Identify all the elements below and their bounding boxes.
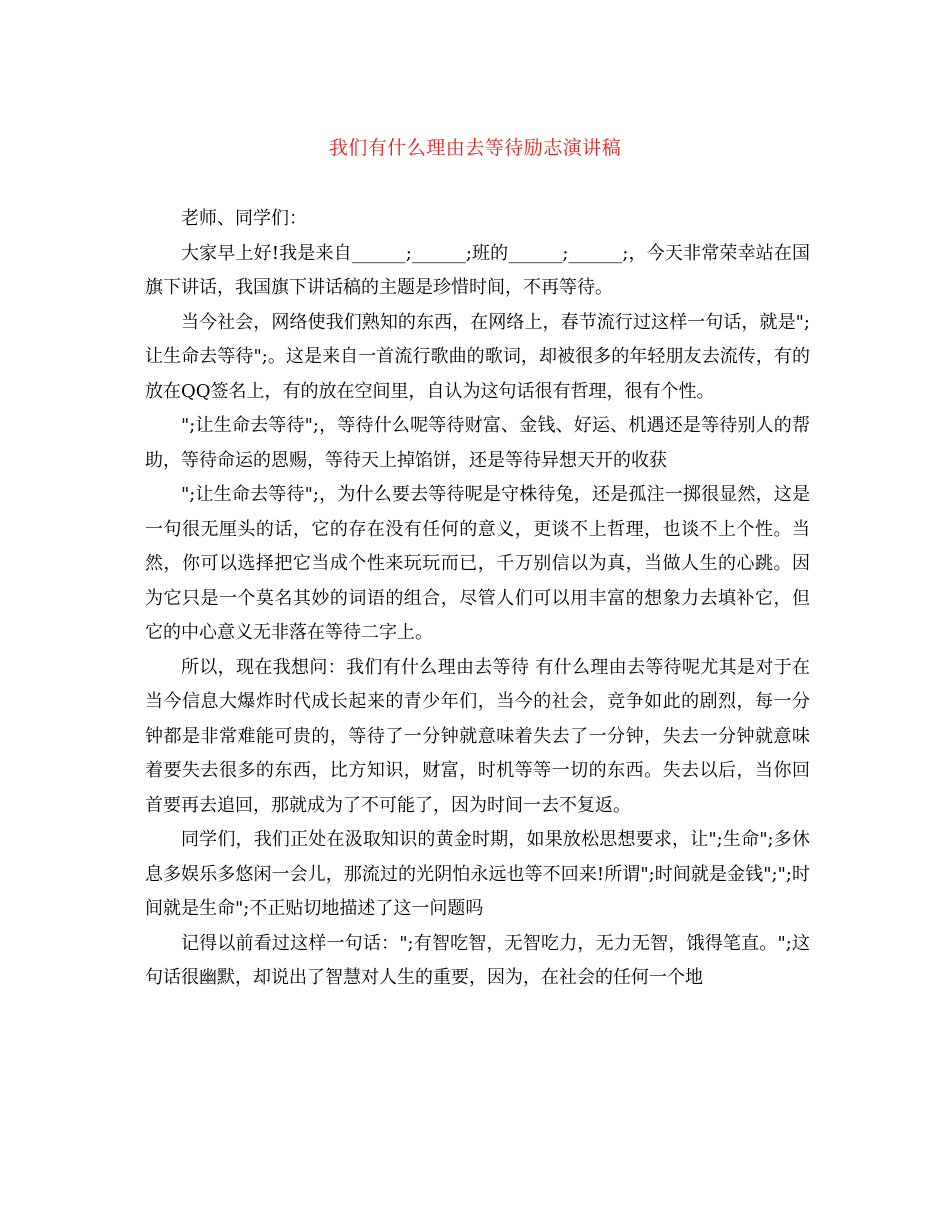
paragraph-intro: 大家早上好!我是来自______;______;班的______;______;，今天非常荣幸站在国旗下讲话，我国旗下讲话稿的主题是珍惜时间，不再等待。	[145, 242, 810, 298]
paragraph-waiting-why: ";让生命去等待";，为什么要去等待呢是守株待兔，还是孤注一掷很显然，这是一句很无厘头的话，它的存在没有任何的意义，更谈不上哲理，也谈不上个性。当然，你可以选择把它当成个性来玩玩而已，千万别信以为真，当做人生的心跳。因为它只是一个莫名其妙的词语的组合，尽管人们可以用丰富的想象力去填补它，但它的中心意义无非落在等待二字上。	[145, 484, 810, 643]
document-body	[145, 202, 810, 996]
document-title: 我们有什么理由去等待励志演讲稿	[328, 137, 622, 159]
paragraph-wisdom: 记得以前看过这样一句话：";有智吃智，无智吃力，无力无智，饿得笔直。";这句话很幽默，却说出了智慧对人生的重要，因为，在社会的任何一个地	[145, 932, 810, 988]
paragraph-greeting: 老师、同学们：	[181, 208, 307, 229]
paragraph-society: 当今社会，网络使我们熟知的东西，在网络上，春节流行过这样一句话，就是";让生命去等待";。这是来自一首流行歌曲的歌词，却被很多的年轻朋友去流传，有的放在QQ签名上，有的放在空间里，自认为这句话很有哲理，很有个性。	[145, 311, 810, 402]
paragraph-question: 所以，现在我想问：我们有什么理由去等待 有什么理由去等待呢尤其是对于在当今信息大爆炸时代成长起来的青少年们，当今的社会，竞争如此的剧烈，每一分钟都是非常难能可贵的，等待了一分钟就意味着失去了一分钟，失去一分钟就意味着要失去很多的东西，比方知识，财富，时机等等一切的东西。失去以后，当你回首要再去追回，那就成为了不可能了，因为时间一去不复返。	[145, 656, 810, 816]
paragraph-students: 同学们，我们正处在汲取知识的黄金时期，如果放松思想要求，让";生命";多休息多娱乐多悠闲一会儿，那流过的光阴怕永远也等不回来!所谓";时间就是金钱";";时间就是生命";不正贴切地描述了这一问题吗	[145, 829, 810, 919]
paragraph-waiting-what: ";让生命去等待";，等待什么呢等待财富、金钱、好运、机遇还是等待别人的帮助，等待命运的恩赐，等待天上掉馅饼，还是等待异想天开的收获	[145, 415, 810, 471]
